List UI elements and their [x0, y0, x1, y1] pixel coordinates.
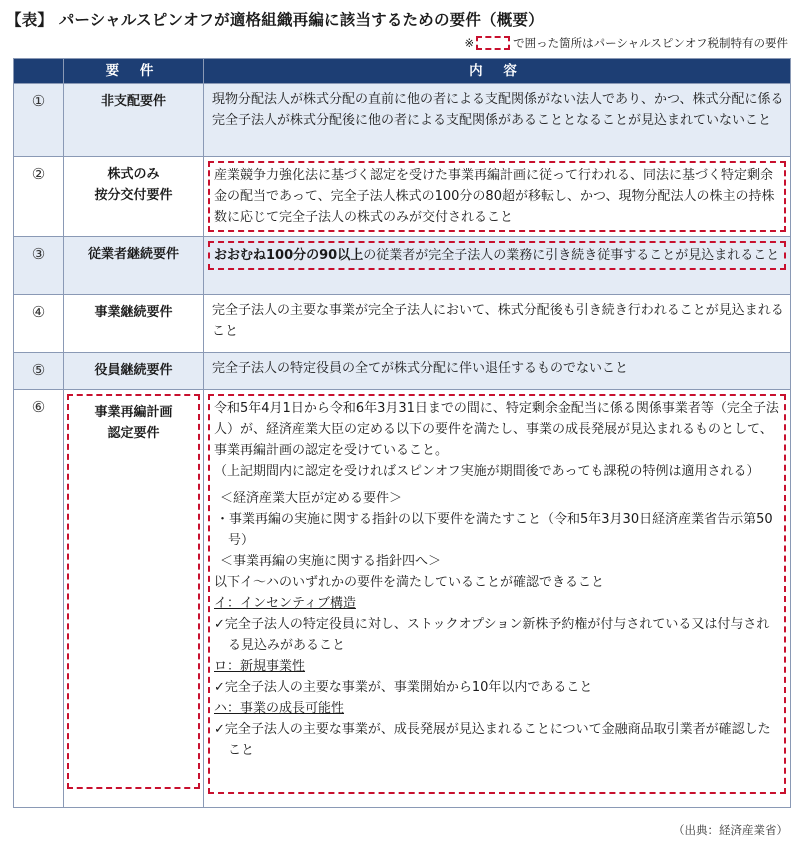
row-number: ③	[14, 237, 64, 295]
table-row	[14, 157, 791, 237]
row-number: ①	[14, 84, 64, 157]
requirements-table	[13, 58, 791, 808]
criterion-heading: ハ：事業の成長可能性	[214, 701, 345, 716]
note-text: で囲った箇所はパーシャルスピンオフ税制特有の要件	[513, 36, 788, 50]
table-row	[14, 353, 791, 390]
requirement-name	[64, 237, 204, 295]
specific-requirement-box	[208, 241, 786, 270]
requirement-name	[64, 353, 204, 390]
requirement-name-line: 従業者継続要件	[87, 247, 179, 262]
row-number: ④	[14, 295, 64, 353]
requirement-content: 完全子法人の主要な事業が完全子法人において、株式分配後も引き続き行われることが見込まれること	[204, 295, 791, 353]
requirement-content	[204, 237, 791, 295]
header-blank	[14, 59, 64, 84]
intro-text: 以下イ～ハのいずれかの要件を満たしていることが確認できること	[214, 575, 605, 590]
requirement-name-line: 株式のみ	[107, 167, 160, 182]
requirement-name-line: 按分交付要件	[94, 188, 173, 203]
section-heading: ＜経済産業大臣が定める要件＞	[220, 491, 403, 506]
requirement-content: 現物分配法人が株式分配の直前に他の者による支配関係がない法人であり、かつ、株式分配に係る完全子法人が株式分配後に他の者による支配関係があることとなることが見込まれていないこと	[204, 84, 791, 157]
row-number: ⑥	[14, 390, 64, 808]
note-prefix: ※	[464, 36, 475, 50]
requirement-name-line: 役員継続要件	[94, 363, 173, 378]
table-header-row	[14, 59, 791, 84]
check-item: ✓完全子法人の主要な事業が、事業開始から10年以内であること	[214, 680, 593, 695]
bullet-item: ・事業再編の実施に関する指針の以下要件を満たすこと（令和5年3月30日経済産業省告示第50号）	[216, 512, 773, 548]
specific-requirement-box	[208, 394, 786, 794]
criterion-heading: イ：インセンティブ構造	[214, 596, 356, 611]
check-item: ✓完全子法人の特定役員に対し、ストックオプション新株予約権が付与されている又は付与される見込みがあること	[214, 617, 770, 653]
content-text: の従業者が完全子法人の業務に引き続き従事することが見込まれること	[363, 248, 780, 263]
paragraph-note: （上記期間内に認定を受ければスピンオフ実施が期間後であっても課税の特例は適用される）	[214, 464, 760, 479]
specific-requirement-name-box	[67, 394, 200, 789]
table-row	[14, 84, 791, 157]
requirement-name-line: 事業再編計画	[94, 405, 173, 420]
dashed-box-legend-icon	[476, 36, 510, 50]
header-content: 内 容	[204, 59, 791, 84]
legend-note	[465, 35, 789, 51]
requirement-name-line: 事業継続要件	[94, 305, 173, 320]
table-row	[14, 237, 791, 295]
requirement-content	[204, 157, 791, 237]
criterion-heading: ロ：新規事業性	[214, 659, 306, 674]
requirement-name	[64, 84, 204, 157]
table-row	[14, 390, 791, 808]
page-title: 【表】 パーシャルスピンオフが適格組織再編に該当するための要件（概要）	[6, 11, 544, 29]
requirement-name-line: 認定要件	[107, 426, 160, 441]
table-row	[14, 295, 791, 353]
paragraph: 令和5年4月1日から令和6年3月31日までの間に、特定剰余金配当に係る関係事業者等（完全子法人）が、経済産業大臣の定める以下の要件を満たし、事業の成長発展が見込まれるものとして、事業再編計画の認定を受けていること。	[214, 401, 779, 458]
requirement-content: 完全子法人の特定役員の全てが株式分配に伴い退任するものでないこと	[204, 353, 791, 390]
requirement-name	[64, 157, 204, 237]
header-requirement: 要 件	[64, 59, 204, 84]
source-note: （出典：経済産業省）	[673, 823, 788, 837]
requirement-name-line: 非支配要件	[100, 94, 166, 109]
requirement-content	[204, 390, 791, 808]
requirement-name	[64, 390, 204, 808]
row-number: ②	[14, 157, 64, 237]
requirement-name	[64, 295, 204, 353]
emphasis-text: おおむね100分の90以上	[214, 248, 364, 263]
specific-requirement-box: 産業競争力強化法に基づく認定を受けた事業再編計画に従って行われる、同法に基づく特定剰余金の配当であって、完全子法人株式の100分の80超が移転し、かつ、現物分配法人の株主の持株数に応じて完全子法人の株式のみが交付されること	[208, 161, 786, 232]
section-heading: ＜事業再編の実施に関する指針四へ＞	[220, 554, 442, 569]
row-number: ⑤	[14, 353, 64, 390]
check-item: ✓完全子法人の主要な事業が、成長発展が見込まれることについて金融商品取引業者が確認したこと	[214, 722, 771, 758]
